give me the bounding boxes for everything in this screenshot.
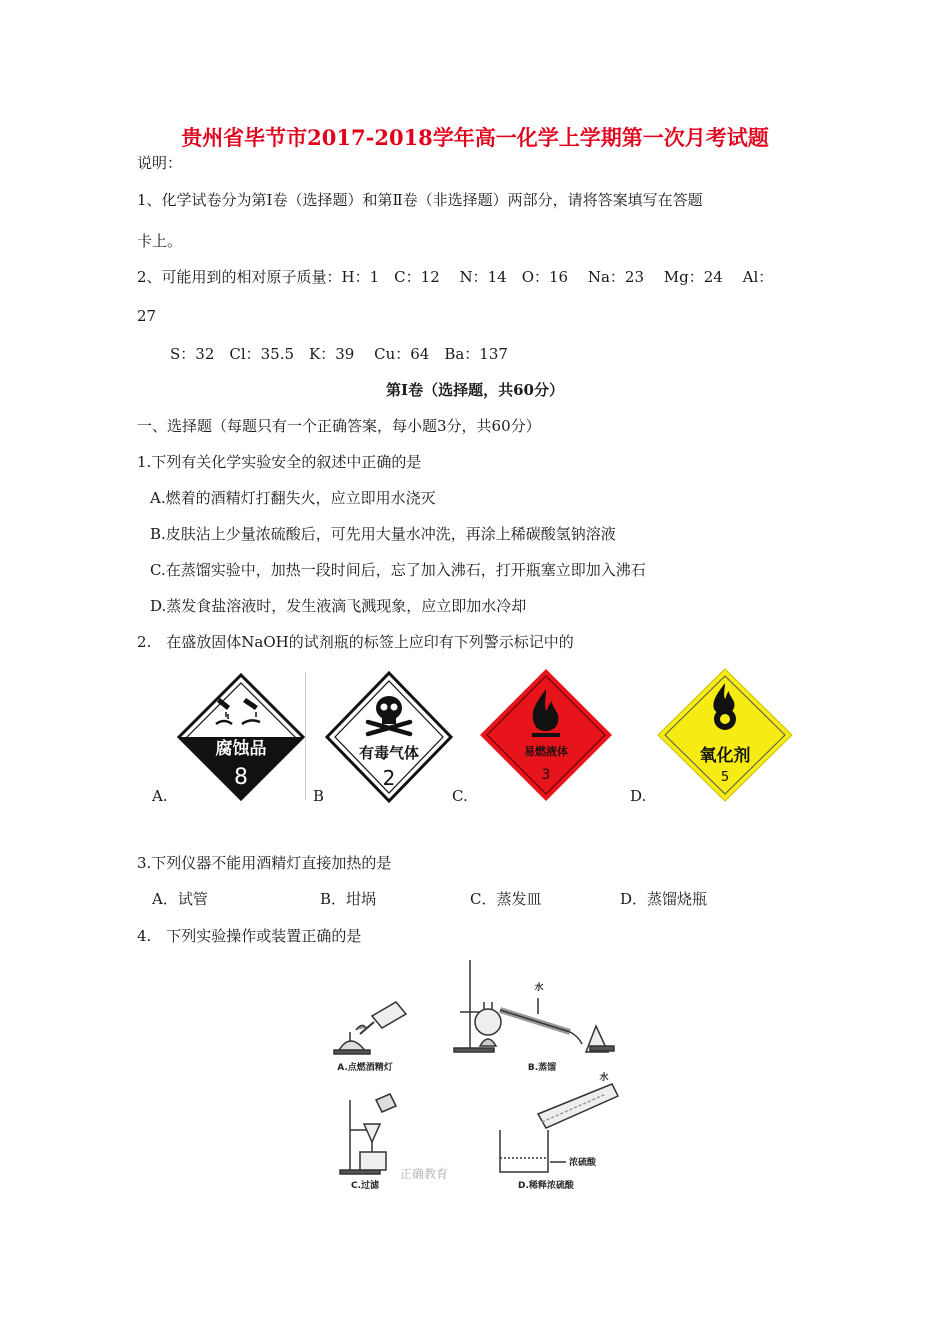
q4-stem: 4. 下列实验操作或装置正确的是 [137,927,362,945]
filtration-icon [340,1094,396,1174]
q2-label-d: D. [630,787,647,805]
q2-label-b: B [313,787,325,805]
note-2-line-1: 2、可能用到的相对原子质量：H：1 C：12 N：14 O：16 Na：23 Mg：24 Al： [137,268,774,286]
oxidizer-sign-number: 5 [720,770,730,785]
acid-label: 浓硫酸 [569,1158,597,1168]
oxidizer-sign [656,667,794,803]
watermark: 正确教育 [399,1167,449,1181]
q2-label-a: A. [152,787,168,805]
caption-b: B.蒸馏 [527,1063,557,1073]
image-divider [305,672,306,800]
q1-option-a: A.燃着的酒精灯打翻失火，应立即用水浇灭 [150,489,436,507]
toxic-gas-sign [324,670,454,804]
notes-heading: 说明： [137,154,183,172]
q1-option-d: D.蒸发食盐溶液时，发生液滴飞溅现象，应立即加水冷却 [150,597,527,615]
water-label-d: 水 [599,1073,609,1083]
corrosive-sign [176,672,306,802]
page-title: 贵州省毕节市2017-2018学年高一化学上学期第一次月考试题 [181,125,769,150]
q2-label-c: C. [452,787,468,805]
note-1-line-1: 1、化学试卷分为第Ⅰ卷（选择题）和第Ⅱ卷（非选择题）两部分，请将答案填写在答题 [137,191,703,209]
alcohol-lamp-icon [334,1002,406,1054]
flammable-liquid-sign [478,667,614,803]
flammable-liquid-sign-text: 易燃液体 [524,745,568,758]
distillation-icon [454,960,614,1052]
note-1-line-2: 卡上。 [137,232,183,250]
q1-option-b: B.皮肤沾上少量浓硫酸后，可先用大量水冲洗，再涂上稀碳酸氢钠溶液 [150,525,616,543]
toxic-gas-sign-number: 2 [382,766,396,790]
section-1-title: 第Ⅰ卷（选择题，共60分） [386,381,564,399]
note-2-line-3: S：32 Cl：35.5 K：39 Cu：64 Ba：137 [170,345,508,363]
oxidizer-sign-text: 氧化剂 [699,746,751,766]
note-2-line-2: 27 [137,307,157,325]
flammable-liquid-sign-number: 3 [541,767,551,783]
q3-option-b: B．坩埚 [320,890,377,908]
caption-a: A.点燃酒精灯 [337,1063,393,1073]
q1-stem: 1.下列有关化学实验安全的叙述中正确的是 [137,453,422,471]
lab-apparatus-figure [320,960,630,1200]
corrosive-sign-number: 8 [234,765,248,790]
caption-d: D.稀释浓硫酸 [518,1181,574,1191]
corrosive-sign-text: 腐蚀品 [215,739,267,759]
q3-stem: 3.下列仪器不能用酒精灯直接加热的是 [137,854,392,872]
q1-option-c: C.在蒸馏实验中，加热一段时间后，忘了加入沸石，打开瓶塞立即加入沸石 [150,561,646,579]
caption-c: C.过滤 [350,1181,380,1191]
toxic-gas-sign-text: 有毒气体 [358,744,420,762]
q3-option-c: C．蒸发皿 [470,890,542,908]
q2-stem: 2. 在盛放固体NaOH的试剂瓶的标签上应印有下列警示标记中的 [137,633,574,651]
dilution-icon [500,1084,618,1172]
water-label-b: 水 [534,983,544,993]
q3-option-d: D．蒸馏烧瓶 [620,890,708,908]
q3-option-a: A．试管 [152,890,208,908]
part-1-heading: 一、选择题（每题只有一个正确答案，每小题3分，共60分） [137,417,541,435]
